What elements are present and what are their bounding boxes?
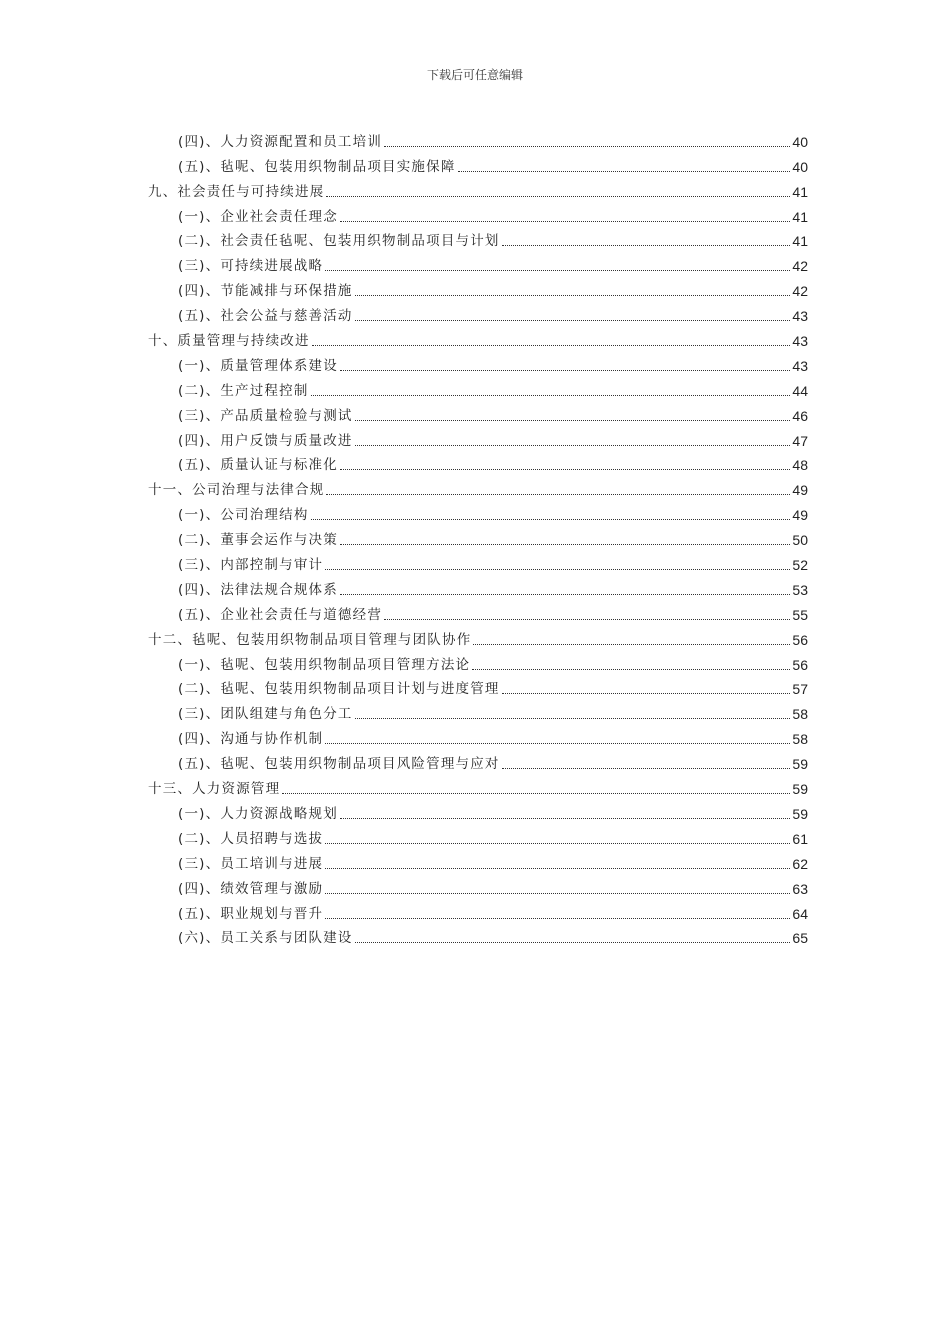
toc-section-entry[interactable] <box>148 450 808 475</box>
toc-chapter-entry[interactable] <box>148 325 808 350</box>
table-of-contents <box>148 126 808 947</box>
dot-leader <box>325 868 790 869</box>
toc-entry-page-number: 41 <box>792 233 808 250</box>
toc-entry-title: (五)、毡呢、包装用织物制品项目风险管理与应对 <box>178 756 500 773</box>
dot-leader <box>502 693 791 694</box>
toc-entry-page-number: 49 <box>792 482 808 499</box>
toc-section-entry[interactable] <box>148 923 808 948</box>
toc-entry-title: (五)、质量认证与标准化 <box>178 457 338 474</box>
toc-entry-page-number: 63 <box>792 880 808 897</box>
toc-section-entry[interactable] <box>148 674 808 699</box>
toc-entry-page-number: 44 <box>792 382 808 399</box>
toc-entry-page-number: 58 <box>792 731 808 748</box>
toc-entry-page-number: 49 <box>792 507 808 524</box>
dot-leader <box>325 918 790 919</box>
toc-entry-page-number: 62 <box>792 855 808 872</box>
toc-section-entry[interactable] <box>148 275 808 300</box>
toc-entry-page-number: 59 <box>792 781 808 798</box>
toc-entry-page-number: 40 <box>792 133 808 150</box>
dot-leader <box>384 146 790 147</box>
toc-section-entry[interactable] <box>148 698 808 723</box>
page-header: 下载后可任意编辑 <box>426 68 523 82</box>
dot-leader <box>355 420 791 421</box>
toc-entry-title: 九、社会责任与可持续进展 <box>148 183 325 200</box>
toc-section-entry[interactable] <box>148 226 808 251</box>
toc-section-entry[interactable] <box>148 524 808 549</box>
toc-entry-title: (二)、人员招聘与选拔 <box>178 830 324 847</box>
toc-entry-page-number: 55 <box>792 606 808 623</box>
toc-entry-page-number: 52 <box>792 557 808 574</box>
dot-leader <box>340 818 790 819</box>
toc-entry-title: (五)、社会公益与慈善活动 <box>178 308 353 325</box>
dot-leader <box>340 544 790 545</box>
dot-leader <box>355 320 791 321</box>
toc-entry-page-number: 43 <box>792 308 808 325</box>
toc-entry-page-number: 48 <box>792 457 808 474</box>
toc-entry-page-number: 53 <box>792 581 808 598</box>
dot-leader <box>355 295 791 296</box>
dot-leader <box>312 345 791 346</box>
toc-entry-page-number: 50 <box>792 532 808 549</box>
toc-entry-title: 十三、人力资源管理 <box>148 781 281 798</box>
toc-section-entry[interactable] <box>148 723 808 748</box>
toc-entry-title: (六)、员工关系与团队建设 <box>178 930 353 947</box>
toc-entry-page-number: 42 <box>792 283 808 300</box>
dot-leader <box>340 221 790 222</box>
toc-entry-title: (四)、用户反馈与质量改进 <box>178 432 353 449</box>
toc-entry-title: (二)、毡呢、包装用织物制品项目计划与进度管理 <box>178 681 500 698</box>
dot-leader <box>340 370 790 371</box>
toc-entry-title: (一)、毡呢、包装用织物制品项目管理方法论 <box>178 656 471 673</box>
toc-entry-title: (三)、产品质量检验与测试 <box>178 407 353 424</box>
toc-entry-title: 十、质量管理与持续改进 <box>148 333 310 350</box>
toc-section-entry[interactable] <box>148 499 808 524</box>
toc-entry-title: 十一、公司治理与法律合规 <box>148 482 325 499</box>
toc-section-entry[interactable] <box>148 599 808 624</box>
toc-chapter-entry[interactable] <box>148 474 808 499</box>
toc-entry-title: (四)、绩效管理与激励 <box>178 880 324 897</box>
dot-leader <box>355 718 791 719</box>
toc-entry-title: (四)、法律法规合规体系 <box>178 581 338 598</box>
toc-entry-title: (二)、生产过程控制 <box>178 382 309 399</box>
toc-section-entry[interactable] <box>148 425 808 450</box>
toc-entry-title: (一)、人力资源战略规划 <box>178 805 338 822</box>
toc-section-entry[interactable] <box>148 848 808 873</box>
dot-leader <box>311 395 791 396</box>
dot-leader <box>311 519 791 520</box>
toc-entry-title: (三)、可持续进展战略 <box>178 258 324 275</box>
toc-entry-title: (一)、企业社会责任理念 <box>178 208 338 225</box>
toc-chapter-entry[interactable] <box>148 624 808 649</box>
toc-section-entry[interactable] <box>148 250 808 275</box>
toc-entry-page-number: 40 <box>792 158 808 175</box>
dot-leader <box>472 669 790 670</box>
toc-entry-page-number: 46 <box>792 407 808 424</box>
toc-entry-page-number: 56 <box>792 631 808 648</box>
dot-leader <box>325 270 790 271</box>
toc-section-entry[interactable] <box>148 126 808 151</box>
dot-leader <box>502 245 791 246</box>
toc-section-entry[interactable] <box>148 350 808 375</box>
dot-leader <box>282 793 790 794</box>
toc-section-entry[interactable] <box>148 300 808 325</box>
dot-leader <box>325 569 790 570</box>
toc-section-entry[interactable] <box>148 748 808 773</box>
toc-entry-page-number: 64 <box>792 905 808 922</box>
dot-leader <box>355 942 791 943</box>
toc-chapter-entry[interactable] <box>148 773 808 798</box>
toc-entry-title: (四)、沟通与协作机制 <box>178 731 324 748</box>
toc-entry-page-number: 59 <box>792 756 808 773</box>
toc-entry-page-number: 43 <box>792 357 808 374</box>
toc-section-entry[interactable] <box>148 201 808 226</box>
toc-chapter-entry[interactable] <box>148 176 808 201</box>
dot-leader <box>325 843 790 844</box>
toc-section-entry[interactable] <box>148 549 808 574</box>
dot-leader <box>473 644 790 645</box>
toc-entry-title: (一)、质量管理体系建设 <box>178 357 338 374</box>
toc-entry-title: (三)、内部控制与审计 <box>178 557 324 574</box>
toc-entry-page-number: 47 <box>792 432 808 449</box>
dot-leader <box>325 743 790 744</box>
toc-entry-title: (二)、社会责任毡呢、包装用织物制品项目与计划 <box>178 233 500 250</box>
dot-leader <box>458 171 791 172</box>
toc-entry-page-number: 58 <box>792 706 808 723</box>
toc-section-entry[interactable] <box>148 649 808 674</box>
toc-section-entry[interactable] <box>148 574 808 599</box>
toc-section-entry[interactable] <box>148 151 808 176</box>
dot-leader <box>326 494 790 495</box>
toc-section-entry[interactable] <box>148 400 808 425</box>
toc-section-entry[interactable] <box>148 375 808 400</box>
toc-entry-title: (四)、节能减排与环保措施 <box>178 283 353 300</box>
dot-leader <box>326 196 790 197</box>
toc-entry-title: (二)、董事会运作与决策 <box>178 532 338 549</box>
toc-section-entry[interactable] <box>148 873 808 898</box>
dot-leader <box>384 619 790 620</box>
toc-entry-title: (四)、人力资源配置和员工培训 <box>178 133 383 150</box>
dot-leader <box>340 594 790 595</box>
toc-entry-title: (三)、团队组建与角色分工 <box>178 706 353 723</box>
toc-entry-title: (三)、员工培训与进展 <box>178 855 324 872</box>
toc-entry-title: (五)、毡呢、包装用织物制品项目实施保障 <box>178 158 456 175</box>
toc-entry-page-number: 61 <box>792 830 808 847</box>
toc-entry-page-number: 42 <box>792 258 808 275</box>
toc-section-entry[interactable] <box>148 798 808 823</box>
toc-section-entry[interactable] <box>148 898 808 923</box>
toc-entry-page-number: 65 <box>792 930 808 947</box>
toc-entry-page-number: 56 <box>792 656 808 673</box>
toc-entry-title: (五)、企业社会责任与道德经营 <box>178 606 383 623</box>
dot-leader <box>325 893 790 894</box>
dot-leader <box>340 469 790 470</box>
toc-entry-page-number: 57 <box>792 681 808 698</box>
toc-entry-page-number: 43 <box>792 333 808 350</box>
toc-entry-page-number: 41 <box>792 183 808 200</box>
toc-section-entry[interactable] <box>148 823 808 848</box>
toc-entry-page-number: 41 <box>792 208 808 225</box>
toc-entry-title: (五)、职业规划与晋升 <box>178 905 324 922</box>
dot-leader <box>502 768 791 769</box>
dot-leader <box>355 445 791 446</box>
toc-entry-title: (一)、公司治理结构 <box>178 507 309 524</box>
toc-entry-title: 十二、毡呢、包装用织物制品项目管理与团队协作 <box>148 631 472 648</box>
toc-entry-page-number: 59 <box>792 805 808 822</box>
